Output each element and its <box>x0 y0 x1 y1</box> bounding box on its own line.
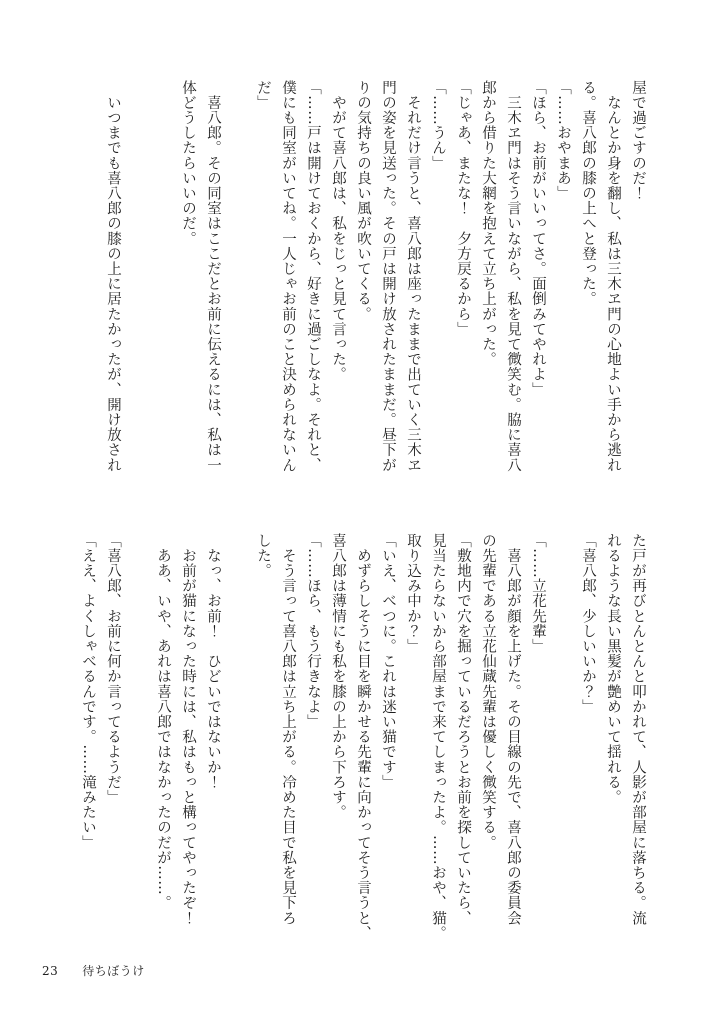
text-line-blank <box>150 80 175 492</box>
text-line: やがて喜八郎は、私をじっと見て言った。 <box>330 80 346 382</box>
text-line: 体どうしたらいいのだ。 <box>180 80 196 247</box>
text-line: 三木ヱ門はそう言いながら、私を見て微笑む。脇に喜八 <box>505 80 521 473</box>
text-line: お前が猫になった時には、私はもっと構ってやったぞ！ <box>180 533 196 926</box>
text-line: 喜八郎が顔を上げた。その目線の先で、喜八郎の委員会 <box>505 533 521 926</box>
text-line: 「……戸は開けておくから、好きに過ごしなよ。それと、 <box>305 80 321 473</box>
text-line: 郎から借りた大網を抱えて立ち上がった。 <box>480 80 496 367</box>
text-line: 「ほら、お前がいいってさ。面倒みてやれよ」 <box>530 80 546 398</box>
text-line: なんとか身を翻し、私は三木ヱ門の心地よい手から逃れ <box>605 80 621 473</box>
text-line: れるような長い黒髪が艶めいて揺れる。 <box>605 533 621 805</box>
text-line: 門の姿を見送った。その戸は開け放されたままだ。昼下が <box>380 80 396 473</box>
text-line: 見当たらないから部屋まで来てしまったよ。……おや、猫。 <box>430 533 446 941</box>
text-line: 「喜八郎、少しいいか？」 <box>580 533 596 715</box>
text-line-blank <box>125 533 150 951</box>
text-line: 「敷地内で穴を掘っているだろうとお前を探していたら、 <box>455 533 471 926</box>
text-line: の先輩である立花仙蔵先輩は優しく微笑する。 <box>480 533 496 851</box>
text-line-blank <box>550 533 575 951</box>
text-line: た戸が再びとんとんと叩かれて、人影が部屋に落ちる。流 <box>630 533 646 926</box>
text-line: いつまでも喜八郎の膝の上に居たかったが、開け放され <box>105 80 121 473</box>
text-line: 「じゃあ、またな！ 夕方戻るから」 <box>455 80 471 337</box>
text-line: 喜八郎は薄情にも私を膝の上から下ろす。 <box>330 533 346 820</box>
text-line: 「……ほら、もう行きなよ」 <box>305 533 321 730</box>
text-line: ああ、いや、あれは喜八郎ではなかったのだが……。 <box>155 533 171 911</box>
text-line: めずらしそうに目を瞬かせる先輩に向かってそう言うと、 <box>355 533 371 941</box>
text-line: そう言って喜八郎は立ち上がる。冷めた目で私を見下ろ <box>280 533 296 926</box>
text-line: だ」 <box>255 80 271 111</box>
text-line: 「……うん」 <box>430 80 446 171</box>
page-number: 23 <box>42 964 59 978</box>
text-line: 取り込み中か？」 <box>405 533 421 654</box>
text-block-upper <box>100 80 650 492</box>
story-title: 待ちぼうけ <box>82 964 145 978</box>
text-line: 「ええ、よくしゃべるんです。……滝みたい」 <box>80 533 96 851</box>
text-line-blank <box>125 80 150 492</box>
text-line-blank <box>225 80 250 492</box>
page-footer <box>42 962 145 979</box>
text-line: 喜八郎。その同室はここだとお前に伝えるには、私は一 <box>205 80 221 473</box>
text-line: 「……立花先輩」 <box>530 533 546 654</box>
text-line: それだけ言うと、喜八郎は座ったままで出ていく三木ヱ <box>405 80 421 473</box>
text-line: 「喜八郎、お前に何か言ってるようだ」 <box>105 533 121 805</box>
text-line: りの気持ちの良い風が吹いてくる。 <box>355 80 371 322</box>
text-line: 僕にも同室がいてね。一人じゃお前のこと決められないん <box>280 80 296 473</box>
text-line: した。 <box>255 533 271 579</box>
text-line: る。喜八郎の膝の上へと登った。 <box>580 80 596 307</box>
text-block-lower <box>75 533 650 951</box>
text-line-blank <box>225 533 250 951</box>
text-line: なっ、お前！ ひどいではないか！ <box>205 533 221 790</box>
text-line: 「……おやまあ」 <box>555 80 571 201</box>
text-line: 屋で過ごすのだ！ <box>630 80 646 201</box>
text-line: 「いえ、べつに。これは迷い猫です」 <box>380 533 396 790</box>
